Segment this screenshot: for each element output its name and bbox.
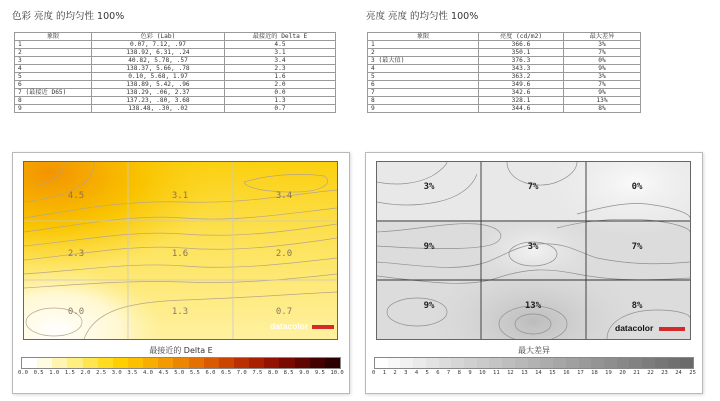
cell-delta-e: 2.3 <box>225 65 336 73</box>
max-difference-scale-swatch <box>604 358 617 368</box>
max-difference-scale-tick: 19 <box>605 370 612 376</box>
delta-e-scale-tick: 6.0 <box>205 370 216 376</box>
delta-e-scale-tick: 6.5 <box>221 370 232 376</box>
quadrant-9-value: 0.7 <box>275 307 293 317</box>
datacolor-logo: datacolor <box>615 323 654 333</box>
table-empty-column <box>641 33 685 41</box>
cell-delta-e: 1.3 <box>225 97 336 105</box>
table-empty-cell <box>641 105 685 113</box>
table-row <box>368 73 685 81</box>
max-difference-scale-tick: 11 <box>493 370 500 376</box>
table-row <box>15 81 336 89</box>
luminance-uniformity-panel <box>365 152 703 394</box>
luminance-uniformity-table-body <box>368 41 685 113</box>
delta-e-scale-swatch <box>310 358 325 368</box>
table-empty-cell <box>641 49 685 57</box>
cell-luminance: 328.1 <box>479 97 564 105</box>
luminance-heatmap <box>376 161 691 340</box>
cell-luminance: 350.1 <box>479 49 564 57</box>
delta-e-scale-swatch <box>204 358 219 368</box>
delta-e-scale-swatch <box>67 358 82 368</box>
delta-e-scale-tick: 4.0 <box>143 370 153 376</box>
max-difference-scale-swatch <box>668 358 681 368</box>
max-difference-scale-swatch <box>528 358 541 368</box>
cell-delta-e: 4.5 <box>225 41 336 49</box>
max-difference-scale-swatch <box>502 358 515 368</box>
delta-e-scale-swatch <box>173 358 188 368</box>
delta-e-scale-swatch <box>219 358 234 368</box>
table-empty-cell <box>641 73 685 81</box>
quadrant-4-value: 9% <box>423 242 435 252</box>
table-row <box>15 41 336 49</box>
quadrant-5-value: 3% <box>527 242 539 252</box>
delta-e-scale-swatch <box>249 358 264 368</box>
delta-e-color-scale <box>21 357 341 369</box>
cell-lab: 138.89, 5.42, .96 <box>92 81 225 89</box>
cell-lab: 138.48, .30, .02 <box>92 105 225 113</box>
cell-quadrant: 8 <box>368 97 479 105</box>
cell-max-difference: 13% <box>564 97 641 105</box>
delta-e-scale-swatch <box>234 358 249 368</box>
max-difference-scale-tick: 23 <box>661 370 668 376</box>
cell-quadrant: 9 <box>368 105 479 113</box>
max-difference-scale-swatch <box>451 358 464 368</box>
delta-e-scale-tick: 9.0 <box>299 370 310 376</box>
cell-quadrant: 1 <box>15 41 92 49</box>
max-difference-scale-tick: 2 <box>393 370 397 376</box>
max-difference-scale-swatch <box>617 358 630 368</box>
max-difference-scale-tick: 20 <box>619 370 626 376</box>
column-header-max-difference: 最大差异 <box>564 33 641 41</box>
table-empty-cell <box>641 81 685 89</box>
max-difference-scale-tick: 1 <box>382 370 387 376</box>
cell-luminance: 366.6 <box>479 41 564 49</box>
cell-quadrant: 5 <box>15 73 92 81</box>
cell-delta-e: 3.1 <box>225 49 336 57</box>
table-row <box>15 97 336 105</box>
delta-e-scale-swatch <box>295 358 310 368</box>
max-difference-scale-swatch <box>680 358 693 368</box>
quadrant-6-value: 2.0 <box>275 249 293 259</box>
cell-lab: 40.82, 5.78, .57 <box>92 57 225 65</box>
delta-e-scale-tick: 1.5 <box>64 370 75 376</box>
cell-lab: 0.07, 7.12, .97 <box>92 41 225 49</box>
color-uniformity-table <box>14 32 336 113</box>
table-header-row <box>368 33 685 41</box>
cell-max-difference: 8% <box>564 105 641 113</box>
quadrant-8-value: 1.3 <box>171 307 189 317</box>
max-difference-scale-swatch <box>642 358 655 368</box>
delta-e-scale-tick: 0.5 <box>33 370 44 376</box>
quadrant-6-value: 7% <box>631 242 643 252</box>
table-row <box>15 73 336 81</box>
max-difference-scale-swatch <box>375 358 388 368</box>
quadrant-5-value: 1.6 <box>171 249 189 259</box>
table-row <box>368 49 685 57</box>
delta-e-scale-tick: 8.0 <box>268 370 278 376</box>
delta-e-scale-tick: 0.0 <box>18 370 28 376</box>
table-row <box>368 97 685 105</box>
cell-quadrant: 3 (最大值) <box>368 57 479 65</box>
cell-quadrant: 6 <box>15 81 92 89</box>
column-header-delta-e: 最接近的 Delta E <box>225 33 336 41</box>
cell-delta-e: 3.4 <box>225 57 336 65</box>
table-empty-cell <box>641 97 685 105</box>
delta-e-scale-swatch <box>52 358 67 368</box>
cell-quadrant: 9 <box>15 105 92 113</box>
max-difference-scale-tick: 21 <box>633 370 640 376</box>
cell-quadrant: 2 <box>15 49 92 57</box>
max-difference-scale-swatch <box>553 358 566 368</box>
delta-e-scale-swatch <box>264 358 279 368</box>
quadrant-7-value: 0.0 <box>67 307 85 317</box>
delta-e-scale-tick: 10.0 <box>330 370 344 376</box>
delta-e-scale-ticks <box>18 370 344 376</box>
cell-lab: 138.92, 6.31, .24 <box>92 49 225 57</box>
quadrant-3-value: 3.4 <box>275 191 293 201</box>
delta-e-scale-swatch <box>128 358 143 368</box>
cell-quadrant: 6 <box>368 81 479 89</box>
max-difference-scale-tick: 10 <box>479 370 486 376</box>
table-row <box>368 65 685 73</box>
cell-max-difference: 3% <box>564 41 641 49</box>
max-difference-scale-tick: 16 <box>563 370 570 376</box>
max-difference-legend-title: 最大差异 <box>518 346 550 355</box>
table-row <box>15 49 336 57</box>
delta-e-scale-tick: 2.0 <box>80 370 91 376</box>
quadrant-1-value: 4.5 <box>67 191 85 201</box>
quadrant-2-value: 7% <box>527 182 539 192</box>
column-header-lab: 色彩 (Lab) <box>92 33 225 41</box>
delta-e-scale-tick: 7.0 <box>236 370 247 376</box>
quadrant-4-value: 2.3 <box>67 249 85 259</box>
table-empty-cell <box>641 57 685 65</box>
delta-e-scale-tick: 9.5 <box>314 370 325 376</box>
max-difference-scale-swatch <box>591 358 604 368</box>
quadrant-8-value: 13% <box>524 301 542 311</box>
max-difference-scale-swatch <box>464 358 477 368</box>
cell-quadrant: 7 <box>368 89 479 97</box>
delta-e-scale-tick: 1.0 <box>49 370 60 376</box>
max-difference-scale-swatch <box>579 358 592 368</box>
color-uniformity-table-body <box>15 41 336 113</box>
delta-e-scale-swatch <box>325 358 340 368</box>
delta-e-scale-swatch <box>22 358 37 368</box>
max-difference-scale-tick: 3 <box>404 370 408 376</box>
table-row <box>15 89 336 97</box>
delta-e-scale-tick: 7.5 <box>252 370 263 376</box>
quadrant-1-value: 3% <box>423 182 435 192</box>
cell-quadrant: 5 <box>368 73 479 81</box>
max-difference-scale-swatch <box>388 358 401 368</box>
table-header-row <box>15 33 336 41</box>
delta-e-scale-tick: 2.5 <box>96 370 107 376</box>
max-difference-scale-swatch <box>426 358 439 368</box>
cell-max-difference: 7% <box>564 49 641 57</box>
max-difference-scale-tick: 9 <box>468 370 472 376</box>
max-difference-scale-swatch <box>540 358 553 368</box>
luminance-uniformity-table <box>367 32 685 113</box>
delta-e-scale-swatch <box>189 358 204 368</box>
max-difference-scale-swatch <box>655 358 668 368</box>
cell-luminance: 344.6 <box>479 105 564 113</box>
max-difference-scale-tick: 6 <box>436 370 440 376</box>
cell-luminance: 363.2 <box>479 73 564 81</box>
cell-quadrant: 1 <box>368 41 479 49</box>
max-difference-scale-tick: 22 <box>647 370 654 376</box>
delta-e-scale-tick: 8.5 <box>283 370 294 376</box>
quadrant-3-value: 0% <box>631 182 643 192</box>
column-header-quadrant: 象限 <box>368 33 479 41</box>
cell-max-difference: 9% <box>564 65 641 73</box>
table-row <box>15 105 336 113</box>
cell-luminance: 343.3 <box>479 65 564 73</box>
color-uniformity-panel <box>12 152 350 394</box>
max-difference-scale-tick: 24 <box>675 370 682 376</box>
max-difference-scale-tick: 7 <box>446 370 451 376</box>
cell-quadrant: 4 <box>368 65 479 73</box>
datacolor-logo-bar <box>312 325 334 329</box>
table-row <box>368 81 685 89</box>
cell-max-difference: 7% <box>564 81 641 89</box>
delta-e-scale-swatch <box>83 358 98 368</box>
cell-max-difference: 9% <box>564 89 641 97</box>
table-empty-cell <box>641 89 685 97</box>
max-difference-scale-tick: 4 <box>414 370 419 376</box>
max-difference-scale-swatch <box>477 358 490 368</box>
table-row <box>368 57 685 65</box>
max-difference-scale-swatch <box>413 358 426 368</box>
delta-e-scale-swatch <box>279 358 294 368</box>
cell-delta-e: 0.7 <box>225 105 336 113</box>
max-difference-scale-swatch <box>515 358 528 368</box>
datacolor-logo-bar <box>659 327 685 331</box>
max-difference-scale-tick: 15 <box>549 370 556 376</box>
table-row <box>368 41 685 49</box>
delta-e-scale-tick: 5.5 <box>189 370 200 376</box>
cell-quadrant: 3 <box>15 57 92 65</box>
max-difference-scale-tick: 18 <box>591 370 598 376</box>
quadrant-7-value: 9% <box>423 301 435 311</box>
cell-delta-e: 0.0 <box>225 89 336 97</box>
delta-e-scale-swatch <box>98 358 113 368</box>
cell-quadrant: 2 <box>368 49 479 57</box>
max-difference-scale-swatch <box>566 358 579 368</box>
max-difference-scale-tick: 14 <box>535 370 542 376</box>
max-difference-scale-tick: 8 <box>457 370 461 376</box>
quadrant-2-value: 3.1 <box>171 191 189 201</box>
max-difference-gray-scale <box>374 357 694 369</box>
delta-e-scale-swatch <box>143 358 158 368</box>
datacolor-logo: datacolor <box>270 321 309 331</box>
quadrant-9-value: 8% <box>631 301 643 311</box>
table-row <box>15 65 336 73</box>
cell-quadrant: 8 <box>15 97 92 105</box>
cell-max-difference: 3% <box>564 73 641 81</box>
delta-e-scale-tick: 3.5 <box>127 370 138 376</box>
column-header-luminance: 亮度 (cd/m2) <box>479 33 564 41</box>
cell-luminance: 342.6 <box>479 89 564 97</box>
cell-delta-e: 1.6 <box>225 73 336 81</box>
cell-lab: 138.37, 5.66, .78 <box>92 65 225 73</box>
cell-quadrant: 7 (最接近 D65) <box>15 89 92 97</box>
table-empty-cell <box>641 41 685 49</box>
table-empty-cell <box>641 65 685 73</box>
delta-e-scale-swatch <box>113 358 128 368</box>
cell-luminance: 349.6 <box>479 81 564 89</box>
max-difference-scale-swatch <box>489 358 502 368</box>
column-header-quadrant: 象限 <box>15 33 92 41</box>
color-uniformity-title: 色彩 亮度 的均匀性 100% <box>12 11 125 22</box>
cell-lab: 0.10, 5.68, 1.97 <box>92 73 225 81</box>
delta-e-scale-swatch <box>37 358 52 368</box>
delta-e-scale-tick: 4.5 <box>158 370 169 376</box>
cell-lab: 137.23, .80, 3.68 <box>92 97 225 105</box>
max-difference-scale-swatch <box>400 358 413 368</box>
delta-e-legend-title: 最接近的 Delta E <box>149 346 213 355</box>
luminance-uniformity-title: 亮度 亮度 的均匀性 100% <box>366 11 479 22</box>
table-row <box>368 89 685 97</box>
max-difference-scale-tick: 0 <box>372 370 376 376</box>
max-difference-scale-swatch <box>439 358 452 368</box>
max-difference-scale-tick: 5 <box>425 370 429 376</box>
cell-quadrant: 4 <box>15 65 92 73</box>
cell-delta-e: 2.0 <box>225 81 336 89</box>
delta-e-scale-tick: 3.0 <box>111 370 122 376</box>
cell-lab: 138.29, .06, 2.37 <box>92 89 225 97</box>
max-difference-scale-tick: 17 <box>577 370 584 376</box>
max-difference-scale-ticks <box>372 370 696 376</box>
table-row <box>15 57 336 65</box>
cell-max-difference: 0% <box>564 57 641 65</box>
max-difference-scale-tick: 13 <box>521 370 528 376</box>
delta-e-heatmap <box>23 161 338 340</box>
max-difference-scale-tick: 25 <box>689 370 696 376</box>
max-difference-scale-tick: 12 <box>507 370 514 376</box>
delta-e-scale-tick: 5.0 <box>174 370 185 376</box>
cell-luminance: 376.3 <box>479 57 564 65</box>
delta-e-scale-swatch <box>158 358 173 368</box>
table-row <box>368 105 685 113</box>
max-difference-scale-swatch <box>629 358 642 368</box>
